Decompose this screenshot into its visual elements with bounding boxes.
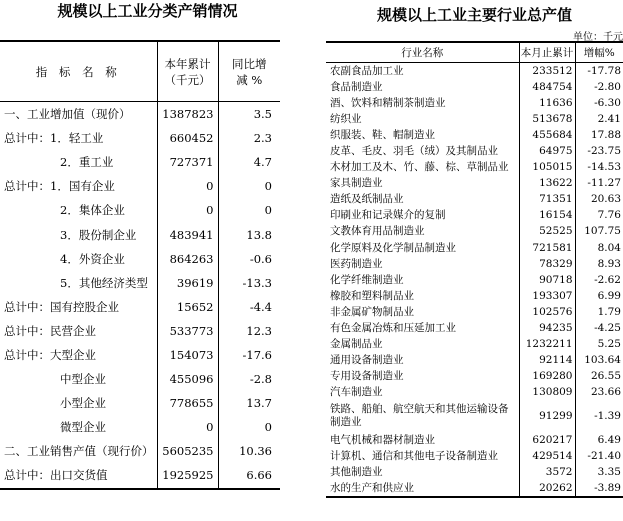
row-name: 小型企业 <box>60 396 106 411</box>
industry-value: 105015 <box>519 160 575 176</box>
right-title: 规模以上工业主要行业总产值 <box>376 6 572 24</box>
industry-name: 家具制造业 <box>330 177 383 190</box>
table-row <box>326 160 623 176</box>
industry-value: 20262 <box>519 480 575 497</box>
left-panel <box>0 0 303 521</box>
table-row <box>326 464 623 480</box>
industry-value: 13622 <box>519 176 575 192</box>
row-value: 0 <box>157 174 218 198</box>
industry-name: 农副食品加工业 <box>330 64 404 77</box>
row-value: 15652 <box>157 295 218 319</box>
industry-growth: -6.30 <box>575 95 623 111</box>
table-row <box>0 319 280 343</box>
row-value: 727371 <box>157 150 218 174</box>
industry-name: 医药制造业 <box>330 257 383 270</box>
row-value: 455096 <box>157 367 218 391</box>
row-prefix: 总计中： <box>4 323 50 338</box>
row-name: 国有控股企业 <box>50 299 119 314</box>
table-row <box>326 288 623 304</box>
row-yoy: 3.5 <box>218 102 280 127</box>
row-yoy: 2.3 <box>218 126 280 150</box>
row-value: 483941 <box>157 222 218 246</box>
industry-growth: 3.35 <box>575 464 623 480</box>
row-value: 154073 <box>157 343 218 367</box>
industry-value: 455684 <box>519 127 575 143</box>
industry-growth: -3.89 <box>575 480 623 497</box>
industry-name: 非金属矿物制品业 <box>330 305 414 318</box>
industry-growth: 8.93 <box>575 256 623 272</box>
table-row <box>326 63 623 80</box>
row-yoy: 0 <box>218 174 280 198</box>
industry-growth: -23.75 <box>575 143 623 159</box>
industry-name: 化学纤维制造业 <box>330 273 404 286</box>
row-name: 1．轻工业 <box>50 131 104 146</box>
table-row <box>326 176 623 192</box>
industry-value: 52525 <box>519 224 575 240</box>
row-value: 1925925 <box>157 463 218 488</box>
row-yoy: -0.6 <box>218 247 280 271</box>
row-yoy: 6.66 <box>218 463 280 488</box>
industry-growth: -21.40 <box>575 448 623 464</box>
row-name: 二、工业销售产值（现行价） <box>4 444 154 459</box>
table-row <box>0 174 280 198</box>
row-label <box>0 463 157 488</box>
row-name: 中型企业 <box>60 372 106 387</box>
row-value: 660452 <box>157 126 218 150</box>
row-yoy: 13.8 <box>218 222 280 246</box>
row-name: 出口交货值 <box>50 468 108 483</box>
table-row <box>326 480 623 497</box>
industry-name: 计算机、通信和其他电子设备制造业 <box>330 449 498 462</box>
industry-growth: 6.99 <box>575 288 623 304</box>
table-row <box>0 343 280 367</box>
table-row <box>326 224 623 240</box>
industry-growth: -11.27 <box>575 176 623 192</box>
table-row <box>0 150 280 174</box>
industry-name: 有色金属冶炼和压延加工业 <box>330 322 456 335</box>
industry-value: 16154 <box>519 208 575 224</box>
table-row <box>326 240 623 256</box>
table-row <box>0 247 280 271</box>
row-name: 大型企业 <box>50 347 96 362</box>
table-row <box>326 272 623 288</box>
industry-growth: -2.80 <box>575 79 623 95</box>
row-label <box>0 247 157 271</box>
industry-value: 721581 <box>519 240 575 256</box>
industry-name: 酒、饮料和精制茶制造业 <box>330 96 446 109</box>
industry-name: 铁路、船舶、航空航天和其他运输设备制造业 <box>330 403 509 429</box>
table-row <box>326 353 623 369</box>
row-label <box>0 295 157 319</box>
row-value: 864263 <box>157 247 218 271</box>
industry-name: 文教体育用品制造业 <box>330 225 425 238</box>
row-name: 4．外资企业 <box>60 251 125 266</box>
row-yoy: -17.6 <box>218 343 280 367</box>
row-label <box>0 174 157 198</box>
row-label <box>0 198 157 222</box>
table-header <box>326 42 623 63</box>
header-indicator: 指 标 名 称 <box>0 41 157 102</box>
table-row <box>326 448 623 464</box>
industry-value: 94235 <box>519 321 575 337</box>
industry-growth: -4.25 <box>575 321 623 337</box>
row-label <box>0 222 157 246</box>
row-value: 778655 <box>157 391 218 415</box>
table-header <box>0 41 280 102</box>
industry-value: 620217 <box>519 432 575 448</box>
row-yoy: 12.3 <box>218 319 280 343</box>
industry-name: 通用设备制造业 <box>330 354 404 367</box>
industry-growth: -1.39 <box>575 401 623 432</box>
table-row <box>326 321 623 337</box>
industry-growth: -17.78 <box>575 63 623 80</box>
header-growth: 增幅% <box>575 42 623 63</box>
industry-name: 其他制造业 <box>330 465 383 478</box>
row-prefix: 总计中： <box>4 131 50 146</box>
industry-growth: 20.63 <box>575 192 623 208</box>
table-row <box>326 369 623 385</box>
row-name: 1．国有企业 <box>50 179 115 194</box>
row-yoy: 4.7 <box>218 150 280 174</box>
table-row <box>326 304 623 320</box>
row-value: 39619 <box>157 271 218 295</box>
industry-growth: 5.25 <box>575 337 623 353</box>
table-row <box>326 337 623 353</box>
industry-value: 3572 <box>519 464 575 480</box>
table-row <box>326 95 623 111</box>
table-row <box>0 271 280 295</box>
industry-growth: 7.76 <box>575 208 623 224</box>
industry-value: 1232211 <box>519 337 575 353</box>
row-label <box>0 126 157 150</box>
table-row <box>326 256 623 272</box>
row-label <box>0 343 157 367</box>
table-row <box>326 401 623 432</box>
industry-growth: 23.66 <box>575 385 623 401</box>
table-row <box>326 432 623 448</box>
row-value: 0 <box>157 198 218 222</box>
industry-value: 64975 <box>519 143 575 159</box>
header-cumulative: 本月止累计 <box>519 42 575 63</box>
table-row <box>0 439 280 463</box>
row-label <box>0 319 157 343</box>
industry-value: 91299 <box>519 401 575 432</box>
row-name: 2．集体企业 <box>60 203 125 218</box>
row-prefix: 总计中： <box>4 299 50 314</box>
row-prefix: 总计中： <box>4 347 50 362</box>
header-cumulative: 本年累计 （千元） <box>157 41 218 102</box>
row-value: 533773 <box>157 319 218 343</box>
industry-growth: -14.53 <box>575 160 623 176</box>
table-row <box>0 295 280 319</box>
row-value: 1387823 <box>157 102 218 127</box>
industry-name: 专用设备制造业 <box>330 370 404 383</box>
left-title: 规模以上工业分类产销情况 <box>57 2 238 20</box>
industry-name: 化学原料及化学制品制造业 <box>330 241 456 254</box>
industry-name: 木材加工及木、竹、藤、棕、草制品业 <box>330 161 509 174</box>
industry-value: 484754 <box>519 79 575 95</box>
industry-growth: 107.75 <box>575 224 623 240</box>
industry-value: 11636 <box>519 95 575 111</box>
row-prefix: 总计中： <box>4 179 50 194</box>
industry-value: 92114 <box>519 353 575 369</box>
row-yoy: 13.7 <box>218 391 280 415</box>
table-row <box>0 367 280 391</box>
industry-value: 90718 <box>519 272 575 288</box>
industry-name: 造纸及纸制品业 <box>330 193 404 206</box>
row-name: 2．重工业 <box>60 155 114 170</box>
row-label <box>0 415 157 439</box>
table-row <box>0 198 280 222</box>
row-value: 0 <box>157 415 218 439</box>
industry-value: 71351 <box>519 192 575 208</box>
row-name: 微型企业 <box>60 420 106 435</box>
industry-name: 水的生产和供应业 <box>326 480 519 497</box>
industry-name: 纺织业 <box>330 112 362 125</box>
industry-table <box>326 41 623 498</box>
row-name: 一、工业增加值（现价） <box>4 107 131 122</box>
table-row <box>326 208 623 224</box>
row-yoy: -2.8 <box>218 367 280 391</box>
industry-value: 102576 <box>519 304 575 320</box>
industry-name: 食品制造业 <box>330 80 383 93</box>
classification-table <box>0 40 280 490</box>
table-row <box>0 391 280 415</box>
table-row <box>0 222 280 246</box>
industry-growth: 2.41 <box>575 111 623 127</box>
table-row <box>326 127 623 143</box>
table-row <box>326 192 623 208</box>
industry-growth: 8.04 <box>575 240 623 256</box>
industry-name: 皮革、毛皮、羽毛（绒）及其制品业 <box>330 145 498 158</box>
industry-name: 印刷业和记录媒介的复制 <box>330 209 446 222</box>
row-name: 5．其他经济类型 <box>60 275 148 290</box>
industry-name: 织服装、鞋、帽制造业 <box>330 128 435 141</box>
row-label <box>0 391 157 415</box>
table-row <box>0 126 280 150</box>
table-row <box>0 463 280 488</box>
industry-value: 130809 <box>519 385 575 401</box>
row-name: 民营企业 <box>50 323 96 338</box>
industry-growth: 17.88 <box>575 127 623 143</box>
right-panel <box>326 0 623 521</box>
industry-name: 金属制品业 <box>330 338 383 351</box>
industry-value: 233512 <box>519 63 575 80</box>
industry-name: 橡胶和塑料制品业 <box>330 289 414 302</box>
industry-growth: 6.49 <box>575 432 623 448</box>
industry-value: 193307 <box>519 288 575 304</box>
table-row <box>326 79 623 95</box>
row-name: 3．股份制企业 <box>60 227 137 242</box>
industry-name: 电气机械和器材制造业 <box>330 433 435 446</box>
table-row <box>326 111 623 127</box>
header-yoy: 同比增 减 % <box>218 41 280 102</box>
row-label <box>0 102 157 127</box>
industry-value: 513678 <box>519 111 575 127</box>
row-value: 5605235 <box>157 439 218 463</box>
industry-growth: -2.62 <box>575 272 623 288</box>
row-label <box>0 150 157 174</box>
row-yoy: -13.3 <box>218 271 280 295</box>
unit-label: 单位：千元 <box>573 32 623 43</box>
row-label <box>0 439 157 463</box>
industry-name: 汽车制造业 <box>330 386 383 399</box>
row-yoy: 0 <box>218 415 280 439</box>
table-row <box>326 143 623 159</box>
table-row <box>326 385 623 401</box>
row-label <box>0 367 157 391</box>
table-row <box>0 102 280 127</box>
industry-growth: 1.79 <box>575 304 623 320</box>
industry-value: 169280 <box>519 369 575 385</box>
row-yoy: 10.36 <box>218 439 280 463</box>
row-yoy: -4.4 <box>218 295 280 319</box>
row-prefix: 总计中： <box>4 468 50 483</box>
industry-value: 429514 <box>519 448 575 464</box>
industry-value: 78329 <box>519 256 575 272</box>
row-label <box>0 271 157 295</box>
header-industry: 行业名称 <box>326 42 519 63</box>
row-yoy: 0 <box>218 198 280 222</box>
table-row <box>0 415 280 439</box>
industry-growth: 26.55 <box>575 369 623 385</box>
industry-growth: 103.64 <box>575 353 623 369</box>
